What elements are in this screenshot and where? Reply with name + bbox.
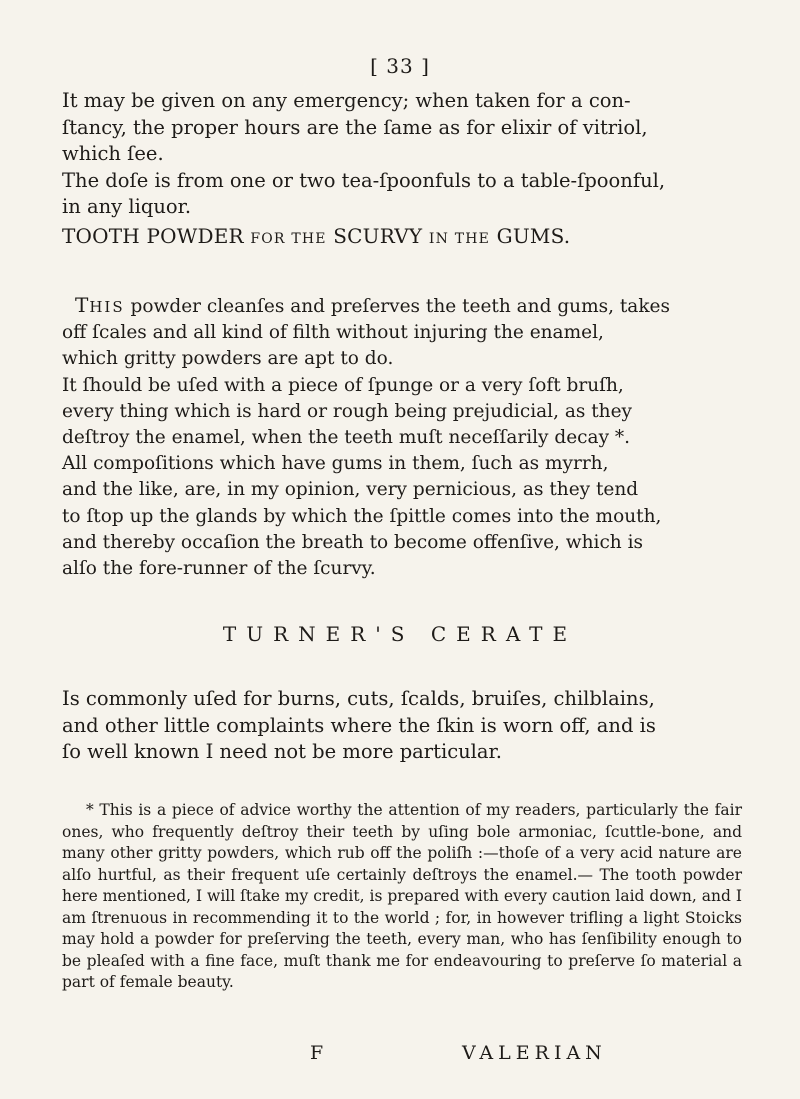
body-line: and the like, are, in my opinion, very pernicious, as they tend	[62, 479, 639, 501]
heading-part: TOOTH POWDER	[62, 224, 244, 248]
signature-mark: F	[310, 1042, 324, 1064]
body-line: alſo the fore-runner of the ſcurvy.	[62, 558, 376, 580]
intro-line: which ſee.	[62, 142, 164, 165]
heading-part: FOR THE	[250, 231, 327, 247]
lead-capital: T	[75, 293, 90, 317]
body-text: powder cleanſes and preſerves the teeth and gums, takes	[130, 296, 670, 317]
page-number: [ 33 ]	[370, 54, 430, 78]
catchword: VALERIAN	[462, 1042, 607, 1064]
body-line: and thereby occaſion the breath to become offenſive, which is	[62, 531, 644, 553]
intro-text	[62, 88, 738, 221]
body-line: All compoſitions which have gums in them, ſuch as myrrh,	[62, 453, 609, 475]
body-line: deſtroy the enamel, when the teeth muſt neceſſarily decay *.	[62, 427, 631, 449]
body-line	[62, 292, 738, 320]
body-line: It ſhould be uſed with a piece of ſpunge or a very ſoft bruſh,	[62, 374, 624, 396]
heading-part: GUMS.	[496, 224, 571, 248]
intro-line: The doſe is from one or two tea-ſpoonfuls to a table-ſpoonful,	[62, 168, 666, 192]
section-heading-tooth-powder	[62, 224, 752, 248]
intro-line: It may be given on any emergency; when taken for a con-	[62, 89, 631, 112]
body-line: to ſtop up the glands by which the ſpittle comes into the mouth,	[62, 505, 662, 527]
body-line: Is commonly uſed for burns, cuts, ſcalds, bruiſes, chilblains,	[62, 687, 655, 710]
body-line: ſo well known I need not be more particular.	[62, 740, 502, 763]
section-heading-cerate: TURNER'S CERATE	[222, 622, 578, 646]
cerate-text	[62, 686, 738, 766]
intro-line: ſtancy, the proper hours are the ſame as for elixir of vitriol,	[62, 115, 648, 139]
tooth-powder-text	[62, 292, 738, 582]
footnote: * This is a piece of advice worthy the attention of my readers, particularly the fair ones, who frequently deſtroy their teeth by uſing bole armoniac, ſcuttle-bone, and many other gritty powders, which rub off the poliſh :—thoſe of a very acid nature are alſo hurtful, as their frequent uſe certainly deſtroys the enamel.— The tooth powder here mentioned, I will ſtake my credit, is prepared with every caution laid down, and I am ſtrenuous in recommending it to the world ; for, in however trifling a light Stoicks may hold a powder for preſerving the teeth, every man, who has ſenſibility enough to be pleaſed with a fine face, muſt thank me for endeavouring to preſerve ſo material a part of female beauty.	[62, 801, 742, 991]
heading-part: IN THE	[428, 231, 491, 247]
intro-line: in any liquor.	[62, 195, 192, 218]
heading-part: SCURVY	[333, 224, 423, 248]
body-line: and other little complaints where the ſkin is worn off, and is	[62, 713, 656, 737]
body-line: off ſcales and all kind of filth without injuring the enamel,	[62, 322, 604, 344]
body-line: every thing which is hard or rough being prejudicial, as they	[62, 400, 632, 422]
body-line: which gritty powders are apt to do.	[62, 348, 394, 370]
lead-smallcaps: HIS	[89, 298, 125, 316]
